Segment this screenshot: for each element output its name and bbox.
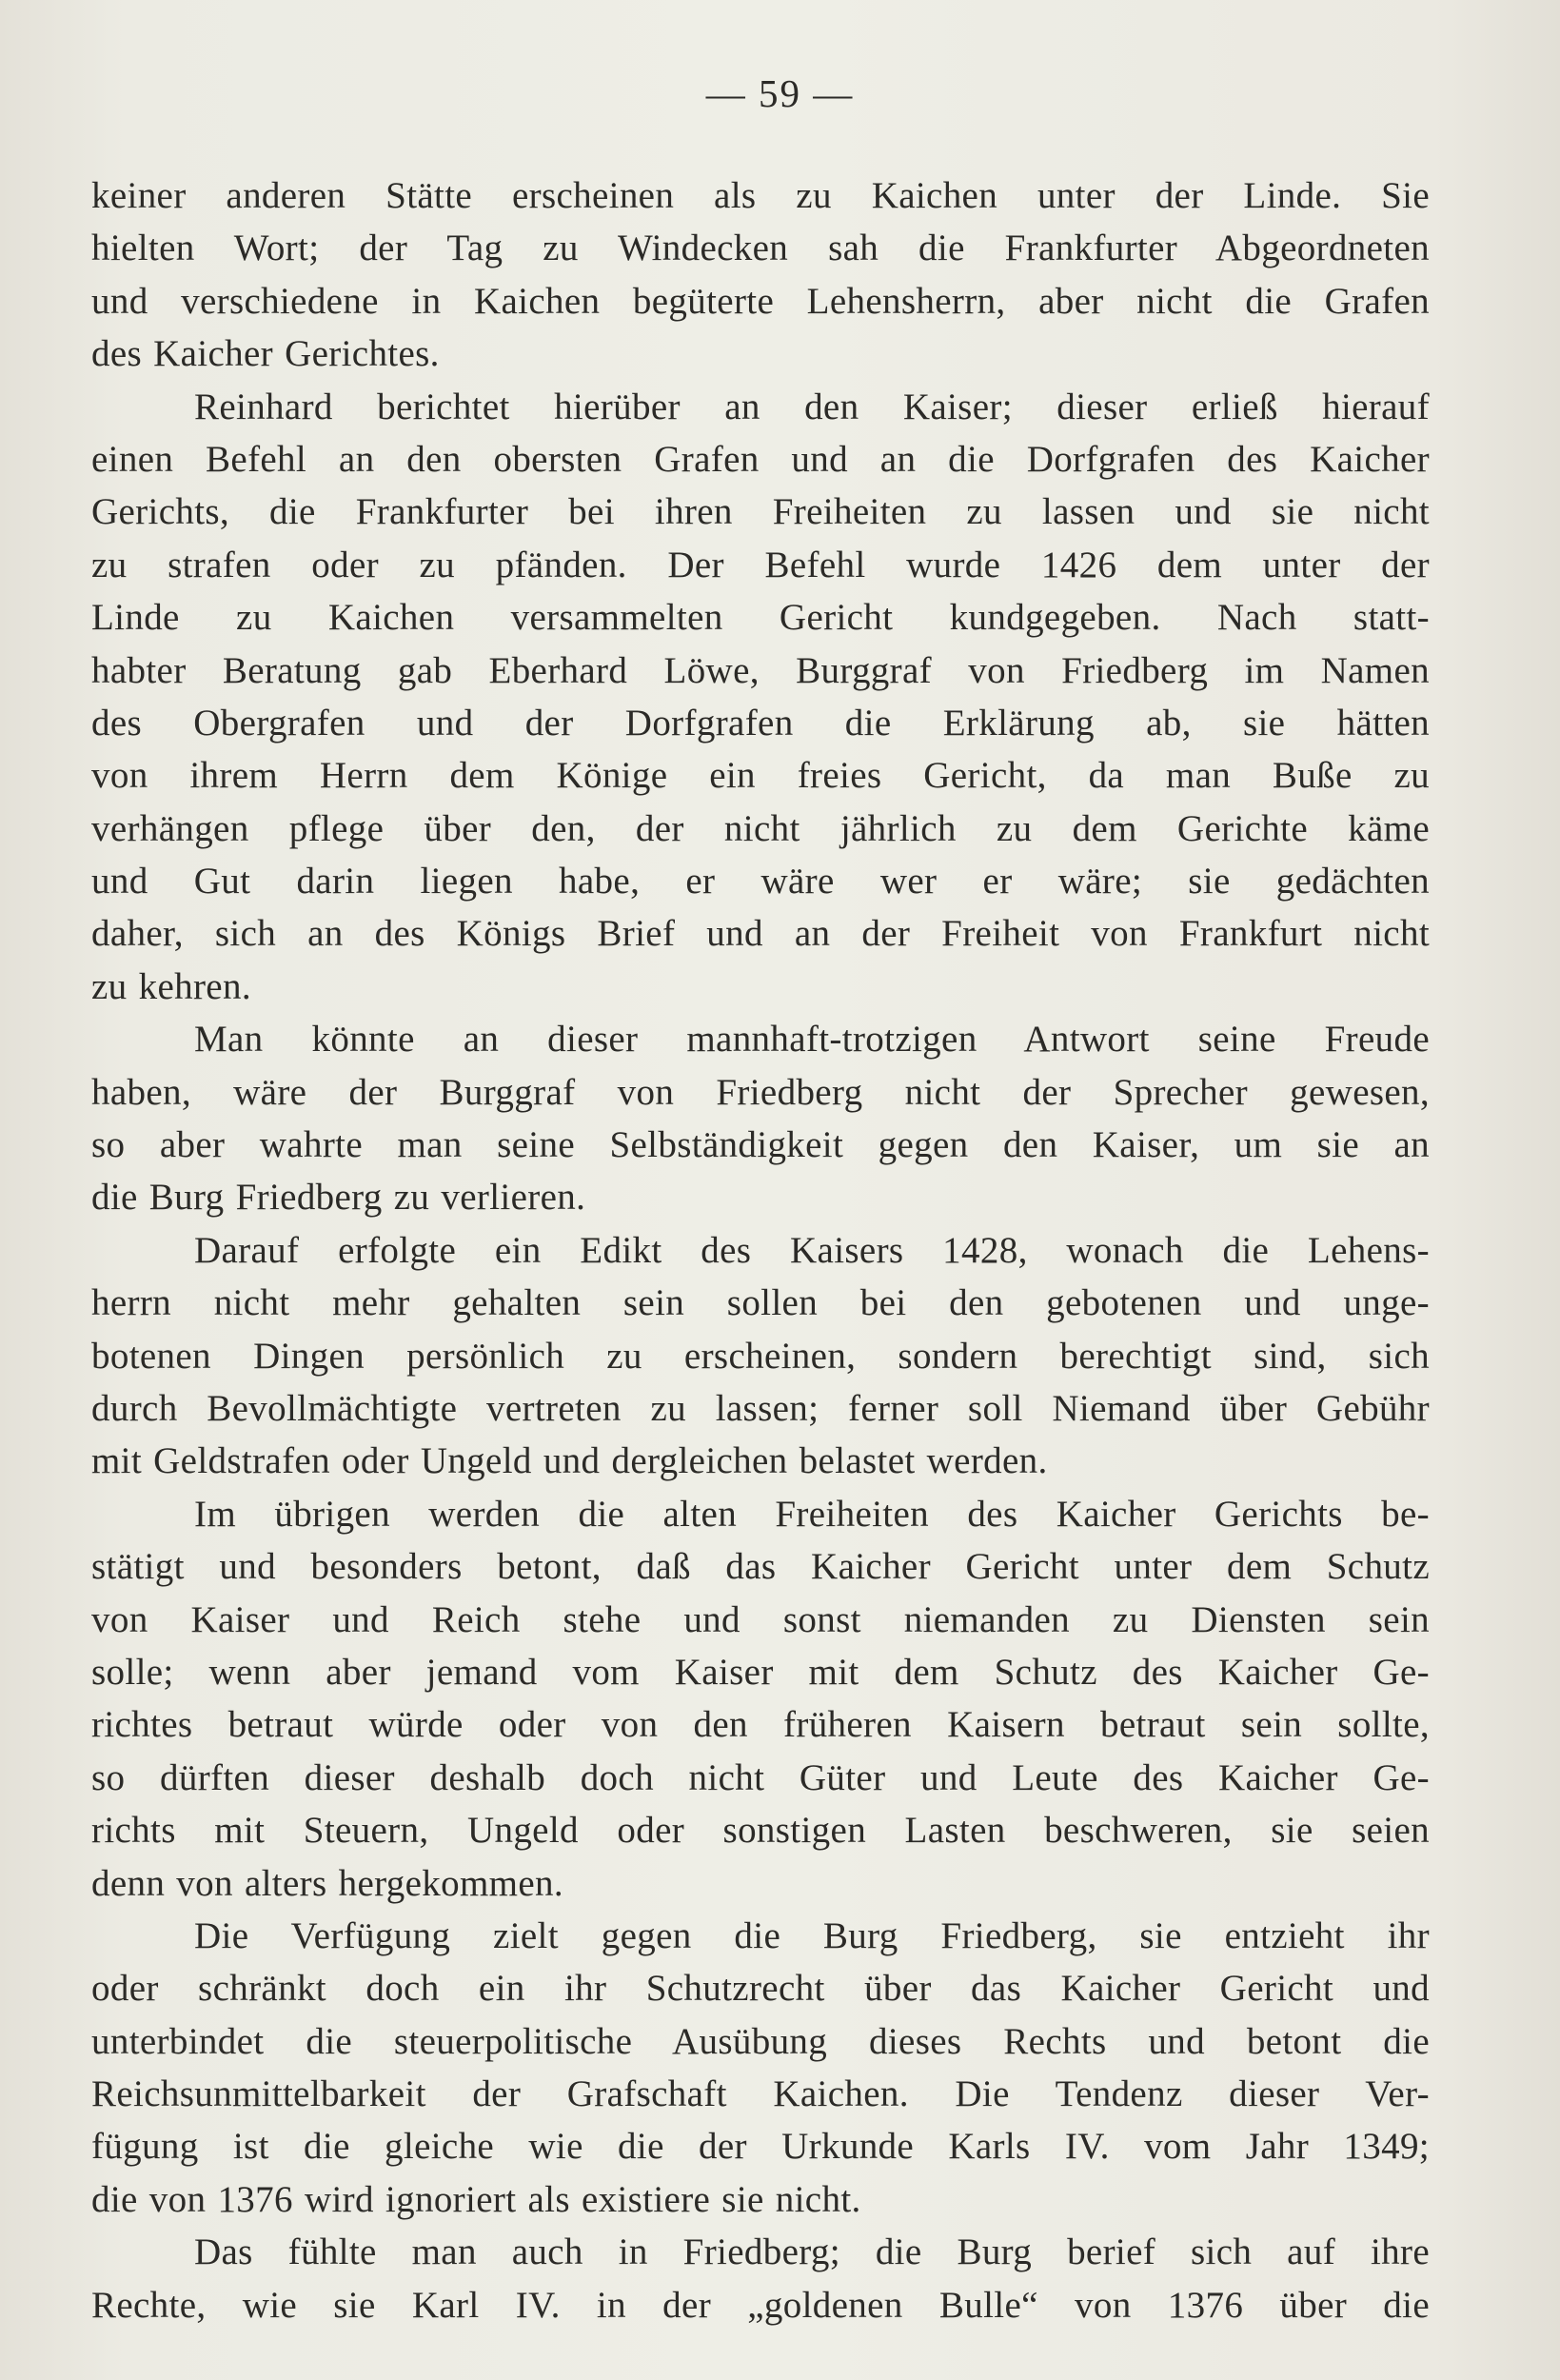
body-text: [91, 169, 1430, 2331]
text-line: so aber wahrte man seine Selbständigkeit gegen den Kaiser, um sie an: [91, 1124, 1430, 1166]
text-line: daher, sich an des Königs Brief und an der Freiheit von Frankfurt nicht: [91, 913, 1430, 955]
text-line: stätigt und besonders betont, daß das Kaicher Gericht unter dem Schutz: [91, 1546, 1430, 1588]
text-line: einen Befehl an den obersten Grafen und an die Dorfgrafen des Kaicher: [91, 438, 1430, 480]
text-line: verhängen pflege über den, der nicht jährlich zu dem Gerichte käme: [91, 807, 1430, 849]
text-line: Im übrigen werden die alten Freiheiten des Kaicher Gerichts be-: [194, 1493, 1430, 1535]
text-line: von ihrem Herrn dem Könige ein freies Gericht, da man Buße zu: [91, 755, 1430, 797]
text-line: und verschiedene in Kaichen begüterte Lehensherrn, aber nicht die Grafen: [91, 280, 1430, 322]
text-line: Linde zu Kaichen versammelten Gericht kundgegeben. Nach statt-: [91, 597, 1430, 639]
text-line: Die Verfügung zielt gegen die Burg Friedberg, sie entzieht ihr: [194, 1914, 1430, 1956]
text-line: herrn nicht mehr gehalten sein sollen bei den gebotenen und unge-: [91, 1282, 1430, 1324]
text-line: hielten Wort; der Tag zu Windecken sah die Frankfurter Abgeordneten: [91, 228, 1430, 269]
text-line: die von 1376 wird ignoriert als existiere sie nicht.: [91, 2178, 861, 2220]
text-line: Reichsunmittelbarkeit der Grafschaft Kaichen. Die Tendenz dieser Ver-: [91, 2073, 1430, 2115]
text-line: durch Bevollmächtigte vertreten zu lassen; ferner soll Niemand über Gebühr: [91, 1387, 1430, 1429]
text-line: habter Beratung gab Eberhard Löwe, Burggraf von Friedberg im Namen: [91, 649, 1430, 691]
text-line: Rechte, wie sie Karl IV. in der „goldenen Bulle“ von 1376 über die: [91, 2284, 1430, 2326]
text-line: Reinhard berichtet hierüber an den Kaiser; dieser erließ hierauf: [194, 386, 1430, 427]
text-line: keiner anderen Stätte erscheinen als zu Kaichen unter der Linde. Sie: [91, 175, 1430, 216]
text-line: Das fühlte man auch in Friedberg; die Burg berief sich auf ihre: [194, 2231, 1430, 2273]
text-line: des Kaicher Gerichtes.: [91, 333, 440, 375]
text-line: unterbindet die steuerpolitische Ausübung dieses Rechts und betont die: [91, 2020, 1430, 2062]
text-line: Darauf erfolgte ein Edikt des Kaisers 1428, wonach die Lehens-: [194, 1229, 1430, 1271]
text-line: so dürften dieser deshalb doch nicht Güter und Leute des Kaicher Ge-: [91, 1756, 1430, 1798]
page-number: — 59 —: [705, 71, 855, 115]
text-line: Gerichts, die Frankfurter bei ihren Freiheiten zu lassen und sie nicht: [91, 491, 1430, 533]
text-line: von Kaiser und Reich stehe und sonst niemanden zu Diensten sein: [91, 1598, 1430, 1640]
text-line: solle; wenn aber jemand vom Kaiser mit dem Schutz des Kaicher Ge-: [91, 1651, 1430, 1693]
text-line: zu kehren.: [91, 965, 251, 1007]
text-line: fügung ist die gleiche wie die der Urkunde Karls IV. vom Jahr 1349;: [91, 2126, 1430, 2168]
text-line: botenen Dingen persönlich zu erscheinen, sondern berechtigt sind, sich: [91, 1335, 1430, 1377]
text-line: denn von alters hergekommen.: [91, 1862, 563, 1904]
text-line: zu strafen oder zu pfänden. Der Befehl wurde 1426 dem unter der: [91, 544, 1430, 585]
text-line: Man könnte an dieser mannhaft-trotzigen Antwort seine Freude: [194, 1019, 1430, 1061]
text-line: richts mit Steuern, Ungeld oder sonstigen Lasten beschweren, sie seien: [91, 1810, 1430, 1852]
text-line: oder schränkt doch ein ihr Schutzrecht über das Kaicher Gericht und: [91, 1968, 1430, 2010]
text-line: des Obergrafen und der Dorfgrafen die Erklärung ab, sie hätten: [91, 702, 1430, 744]
text-line: haben, wäre der Burggraf von Friedberg nicht der Sprecher gewesen,: [91, 1071, 1430, 1113]
text-line: mit Geldstrafen oder Ungeld und dergleichen belastet werden.: [91, 1440, 1048, 1482]
text-line: und Gut darin liegen habe, er wäre wer er wäre; sie gedächten: [91, 861, 1430, 902]
text-line: richtes betraut würde oder von den früheren Kaisern betraut sein sollte,: [91, 1704, 1430, 1746]
text-line: die Burg Friedberg zu verlieren.: [91, 1177, 586, 1219]
